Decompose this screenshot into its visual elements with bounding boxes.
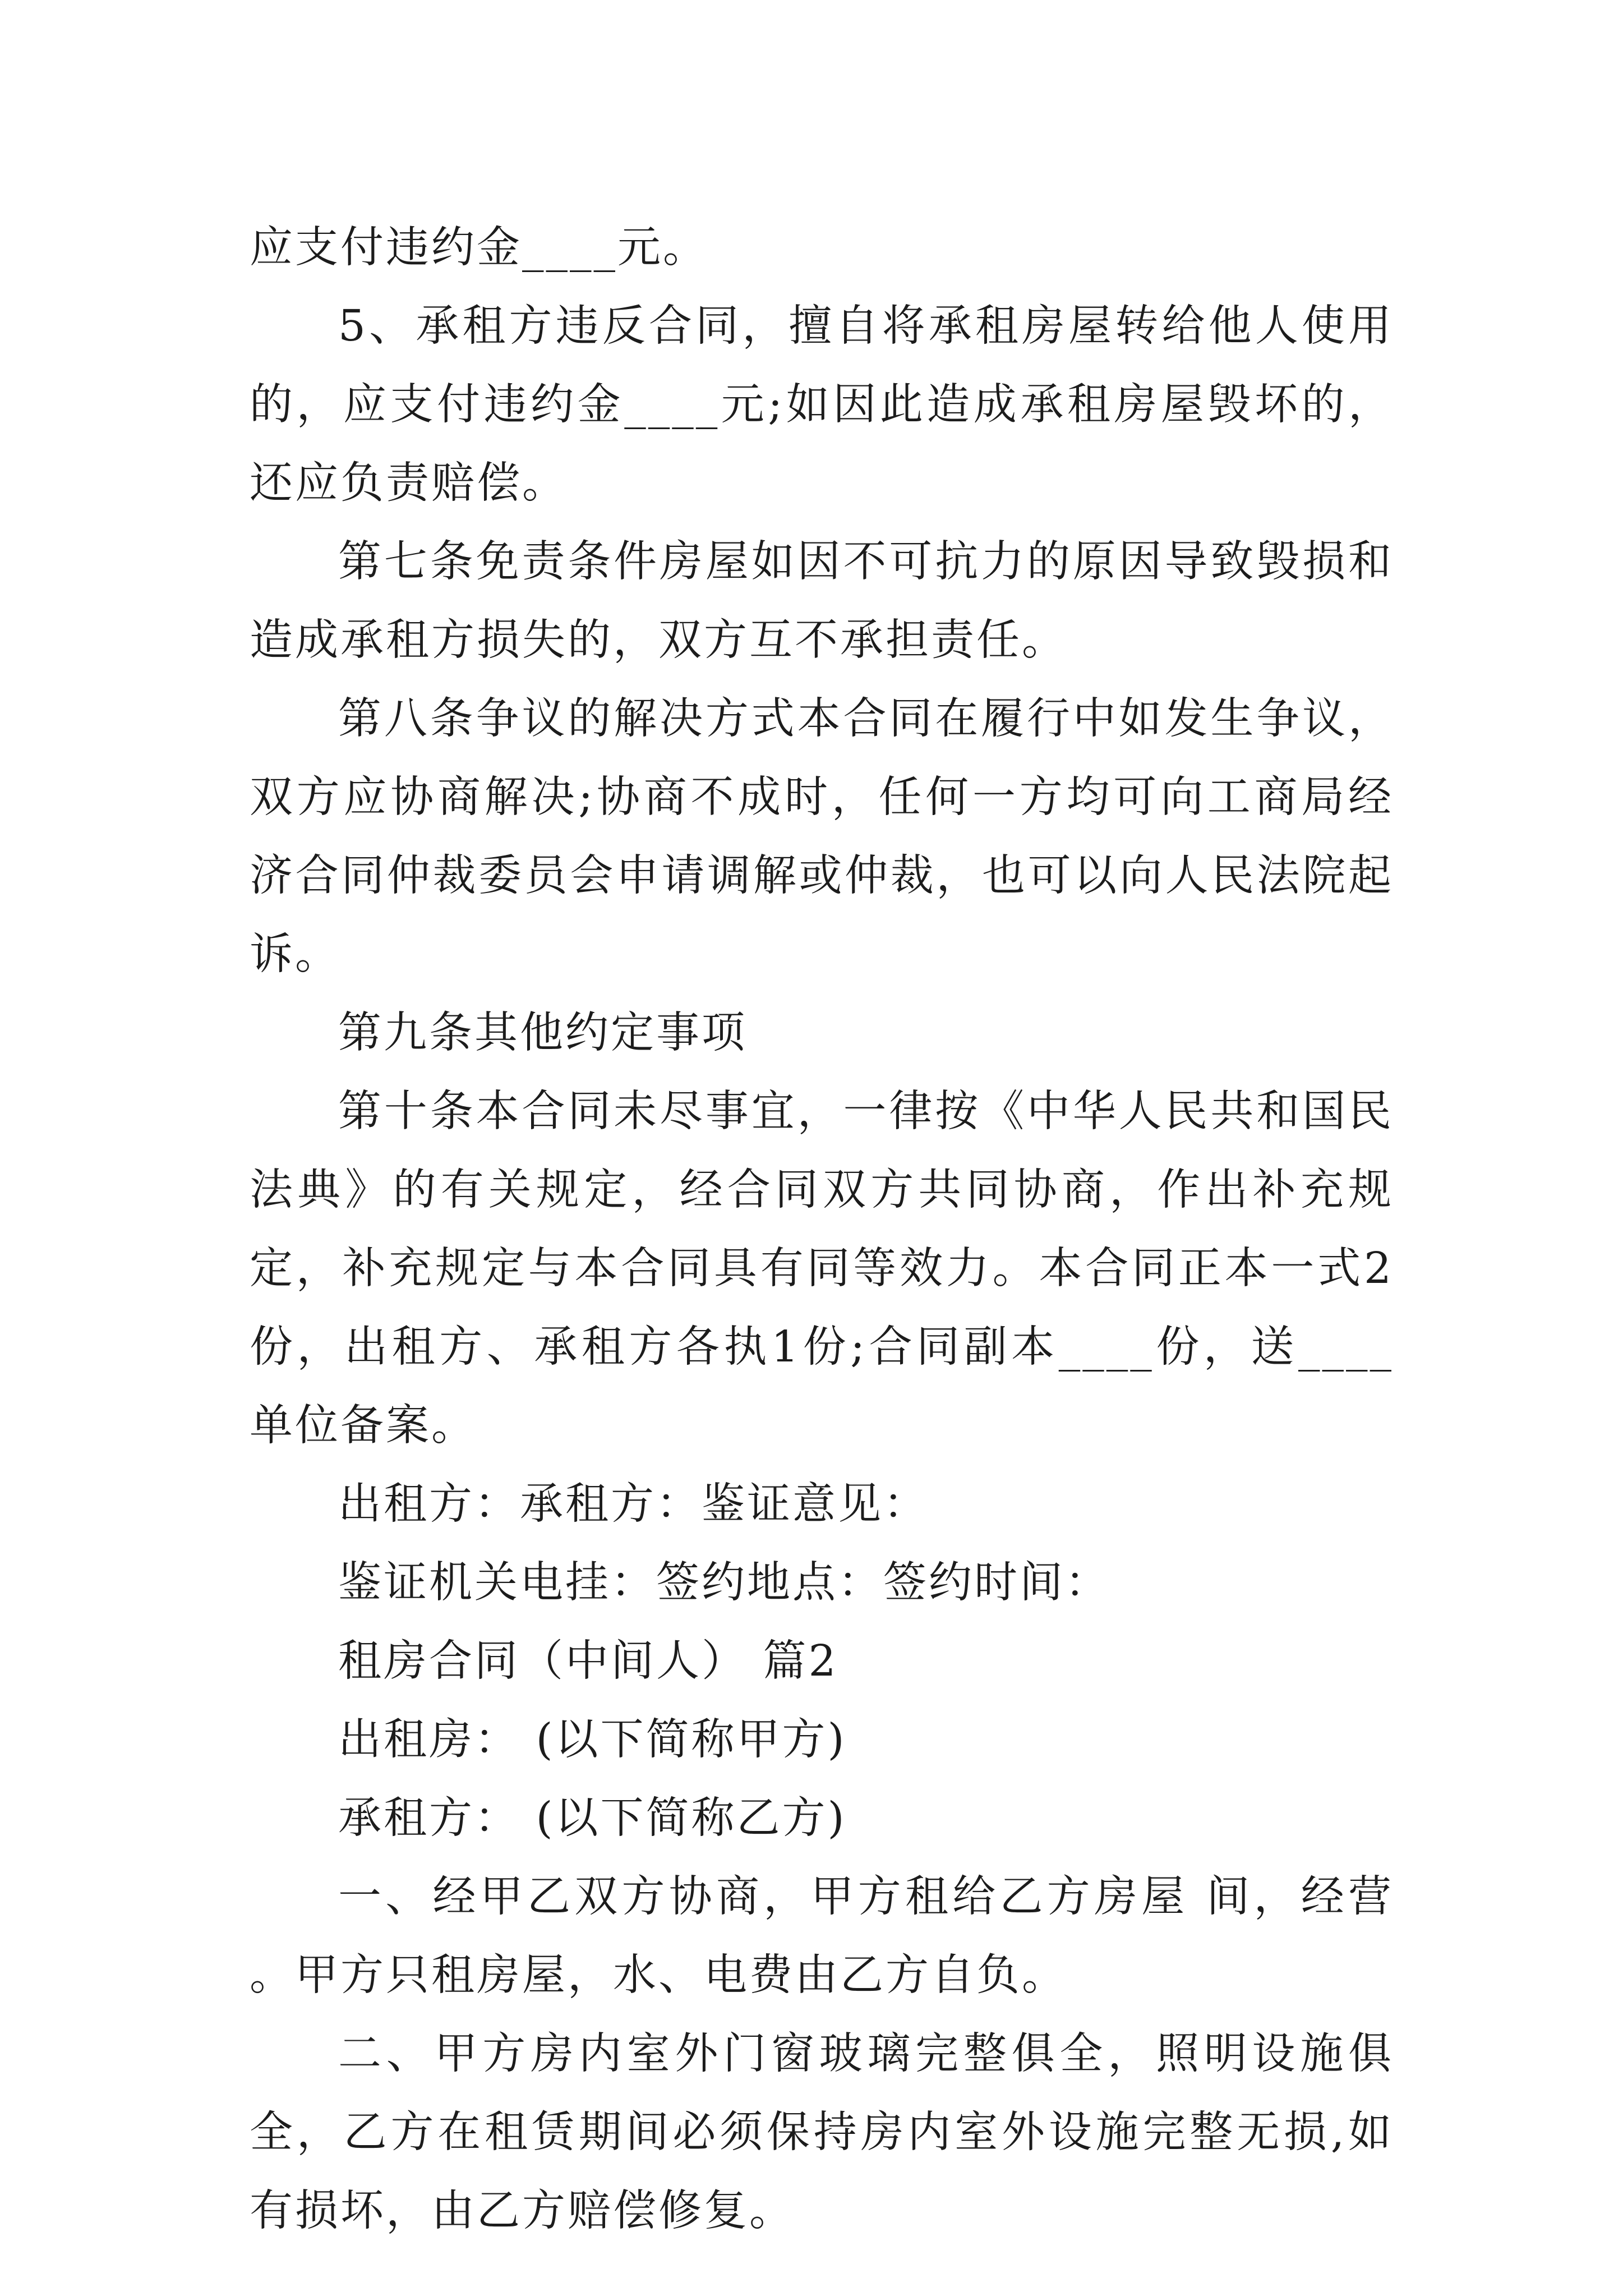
section-heading-part-2: 租房合同（中间人） 篇2 (338, 1636, 838, 1686)
paragraph-article-7: 第七条免责条件房屋如因不可抗力的原因导致毁损和造成承租方损失的，双方互不承担责任。 (250, 537, 1394, 665)
document-body (250, 209, 1410, 2251)
paragraph-clause-two: 二、甲方房内室外门窗玻璃完整俱全，照明设施俱全，乙方在租赁期间必须保持房内室外设施完整无损,如有损坏，由乙方赔偿修复。 (250, 2029, 1394, 2236)
party-a-line: 出租房： (以下简称甲方) (338, 1715, 847, 1765)
paragraph-penalty-continuation: 应支付违约金____元。 (250, 223, 708, 273)
signature-line-parties: 出租方：承租方：鉴证意见： (338, 1479, 929, 1529)
paragraph-article-10: 第十条本合同未尽事宜，一律按《中华人民共和国民法典》的有关规定，经合同双方共同协商，作出补充规定，补充规定与本合同具有同等效力。本合同正本一式2份，出租方、承租方各执1份;合同副本____份，送____单位备案。 (250, 1087, 1394, 1451)
party-b-line: 承租方： (以下简称乙方) (338, 1793, 847, 1843)
paragraph-clause-one: 一、经甲乙双方协商，甲方租给乙方房屋 间，经营 。甲方只租房屋，水、电费由乙方自负。 (250, 1872, 1410, 2000)
signature-line-place-time: 鉴证机关电挂：签约地点：签约时间： (338, 1558, 1110, 1608)
paragraph-article-8: 第八条争议的解决方式本合同在履行中如发生争议，双方应协商解决;协商不成时，任何一方均可向工商局经济合同仲裁委员会申请调解或仲裁，也可以向人民法院起诉。 (250, 694, 1394, 979)
paragraph-article-9: 第九条其他约定事项 (338, 1008, 747, 1058)
paragraph-clause-5-sublease: 5、承租方违反合同，擅自将承租房屋转给他人使用的，应支付违约金____元;如因此造成承租房屋毁坏的，还应负责赔偿。 (250, 301, 1394, 508)
